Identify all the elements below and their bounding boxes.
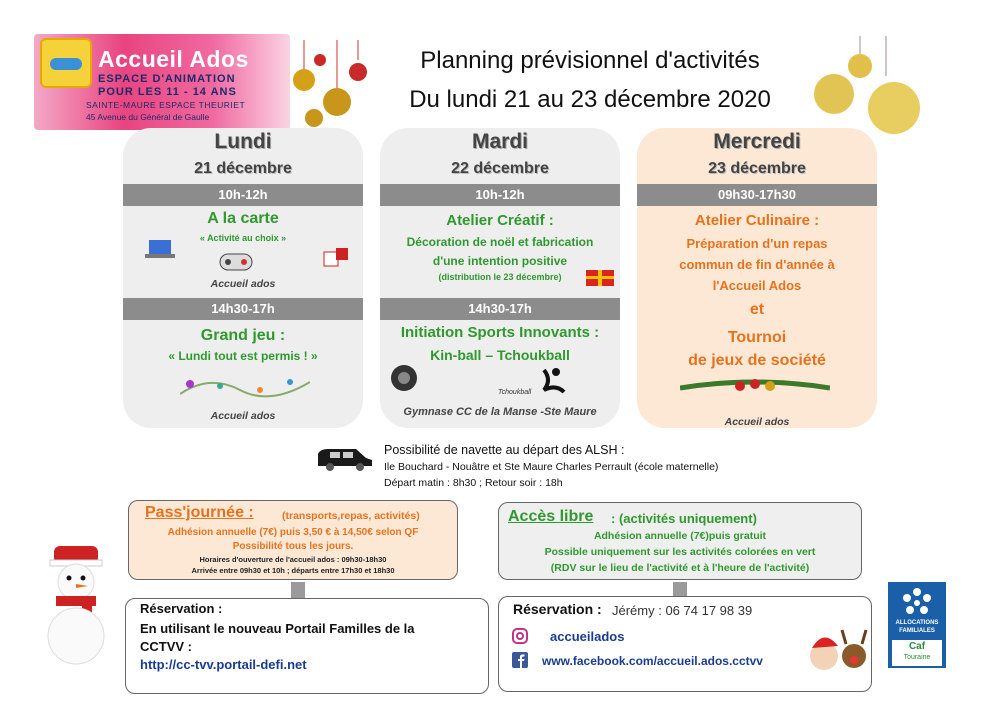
reservation-left-title: Réservation : (140, 601, 223, 616)
holly-garland-icon (680, 374, 830, 402)
pass-line2: Possibilité tous les jours. (232, 541, 354, 552)
christmas-ornaments-icon (282, 40, 372, 130)
caf-region: Touraine (903, 654, 931, 661)
shuttle-line2 (384, 461, 718, 473)
instagram-handle[interactable]: accueilados (550, 629, 625, 644)
tuesday-slot2-time: 14h30-17h (380, 298, 620, 320)
pass-title-note: (transports,repas, activités) (282, 510, 420, 522)
tuesday-day: Mardi (471, 130, 528, 153)
wednesday-tournoi: Tournoi (727, 329, 787, 346)
pass-title: Pass'journée : (145, 504, 254, 521)
monday-slot1-sub: « Activité au choix » (199, 233, 287, 243)
monday-slot2-place: Accueil ados (210, 410, 276, 422)
music-notes-icon (180, 372, 310, 402)
tuesday-slot1-title: Atelier Créatif : (446, 212, 554, 229)
logo-address-1: SAINTE-MAURE ESPACE THEURIET (86, 100, 246, 110)
dice-icon (322, 244, 352, 272)
wednesday-desc2: commun de fin d'année à (679, 257, 835, 272)
caf-line2: FAMILIALES (899, 628, 935, 634)
logo-address-2: 45 Avenue du Général de Gaulle (86, 112, 210, 122)
monday-slot2-title: Grand jeu : (200, 327, 286, 344)
kinball-logo-icon (390, 364, 418, 392)
tuesday-slot1-note: (distribution le 23 décembre) (438, 272, 562, 282)
gamepad-icon (218, 250, 254, 274)
minibus-icon (316, 446, 374, 472)
wednesday-day: Mercredi (713, 130, 801, 153)
caf-brand: Caf (908, 641, 926, 652)
monday-slot1-title: A la carte (207, 210, 279, 227)
caf-people-icon (900, 586, 934, 618)
libre-line2: Possible uniquement sur les activités colorées en vert (544, 546, 816, 558)
monday-date: 21 décembre (194, 160, 292, 177)
town-crest-icon (40, 38, 92, 88)
shuttle-line3: Départ matin : 8h30 ; Retour soir : 18h (384, 477, 563, 489)
shuttle-line1: Possibilité de navette au départ des ALSH : (384, 443, 625, 457)
monday-slot2-time: 14h30-17h (123, 298, 363, 320)
wednesday-tournoi2: de jeux de société (688, 352, 826, 369)
wednesday-date: 23 décembre (708, 160, 806, 177)
wednesday-slot-time: 09h30-17h30 (637, 184, 877, 206)
reservation-contact: Jérémy : 06 74 17 98 39 (612, 603, 753, 618)
gift-box-icon (584, 260, 618, 288)
pass-line1: Adhésion annuelle (7€) puis 3,50 € à 14,50€ selon QF (167, 527, 419, 538)
wednesday-place: Accueil ados (724, 416, 790, 428)
pass-line3: Horaires d'ouverture de l'accueil ados : 09h30-18h30 (199, 555, 387, 564)
tuesday-date: 22 décembre (451, 160, 549, 177)
logo-subtitle-1: ESPACE D'ANIMATION (98, 73, 236, 85)
pass-line4: Arrivée entre 09h30 et 10h ; départs entre 17h30 et 18h30 (191, 566, 395, 575)
monday-day: Lundi (214, 130, 272, 153)
tuesday-slot2-place: Gymnase CC de la Manse -Ste Maure (403, 406, 597, 418)
logo-title: Accueil Ados (98, 46, 249, 72)
monday-slot1-time: 10h-12h (123, 184, 363, 206)
libre-title: Accès libre (508, 508, 594, 525)
wednesday-title: Atelier Culinaire : (694, 212, 820, 229)
laptop-icon (145, 236, 179, 264)
libre-title-note: : (activités uniquement) (611, 511, 757, 526)
logo-subtitle-2: POUR LES 11 - 14 ANS (98, 86, 237, 98)
reservation-right-title: Réservation : (513, 601, 602, 617)
facebook-icon (512, 652, 528, 668)
wednesday-desc1: Préparation d'un repas (686, 236, 828, 251)
reservation-left-line2: CCTVV : (140, 639, 192, 654)
libre-line1: Adhésion annuelle (7€)puis gratuit (593, 530, 767, 542)
reservation-left-line1: En utilisant le nouveau Portail Familles de la (140, 621, 415, 636)
portal-link[interactable]: http://cc-tvv.portail-defi.net (140, 657, 307, 672)
tuesday-slot2-sub: Kin-ball – Tchoukball (430, 347, 570, 363)
tuesday-slot1-desc1: Décoration de noël et fabrication (406, 235, 594, 249)
wednesday-and: et (749, 301, 765, 318)
monday-slot1-place: Accueil ados (210, 278, 276, 290)
tuesday-slot1-time: 10h-12h (380, 184, 620, 206)
tuesday-slot2-title: Initiation Sports Innovants : (400, 324, 600, 341)
monday-slot2-sub: « Lundi tout est permis ! » (168, 349, 318, 363)
facebook-link[interactable]: www.facebook.com/accueil.ados.cctvv (542, 654, 763, 668)
reindeer-santa-icon (804, 622, 874, 672)
page-title: Planning prévisionnel d'activités (420, 47, 760, 74)
caf-line1: ALLOCATIONS (895, 620, 939, 626)
snowman-icon (36, 540, 116, 670)
tuesday-slot1-desc2: d'une intention positive (432, 254, 568, 268)
libre-line3: (RDV sur le lieu de l'activité et à l'heure de l'activité) (550, 562, 810, 574)
instagram-icon (512, 628, 528, 644)
wednesday-desc3: l'Accueil Ados (712, 278, 802, 293)
tchoukball-label: Tchoukball (498, 389, 532, 396)
shuttle-line2-places: Ile Bouchard - Nouâtre et Ste Maure Charles Perrault (384, 461, 635, 473)
page-subtitle: Du lundi 21 au 23 décembre 2020 (409, 86, 771, 113)
shuttle-line2-note: (école maternelle) (634, 461, 719, 473)
